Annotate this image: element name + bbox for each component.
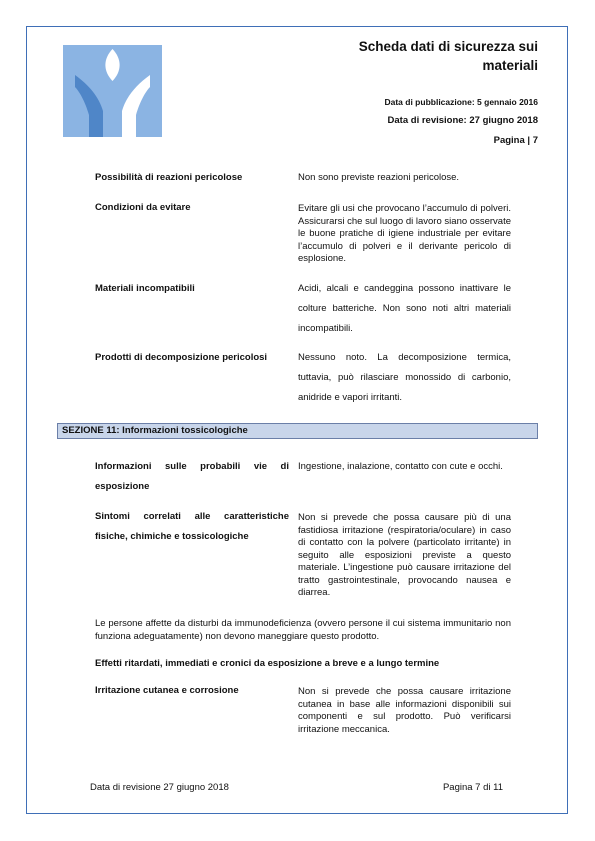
row-value: Non si prevede che possa causare irritazione cutanea in base alle informazioni disponibili sui componenti e sul prodotto. Può verificarsi irritazione meccanica.: [298, 686, 511, 735]
row-label: Sintomi correlati alle caratteristiche fisiche, chimiche e tossicologiche: [95, 511, 289, 542]
row-value: Non sono previste reazioni pericolose.: [298, 172, 460, 183]
section-11-header: SEZIONE 11: Informazioni tossicologiche: [57, 423, 538, 439]
row-value: Evitare gli usi che provocano l’accumulo di polveri. Assicurarsi che sul luogo di lavoro siano osservate le buone pratiche di igiene industriale per evitare l’accumulo di polveri e il derivante pericolo di esplosione.: [298, 203, 511, 264]
document-title-line1: Scheda dati di sicurezza sui: [358, 39, 538, 54]
immunodeficiency-note: Le persone affette da disturbi da immunodeficienza (ovvero persone il cui sistema immunitario non funziona adeguatamente) non devono maneggiare questo prodotto.: [95, 618, 511, 642]
document-title: [298, 37, 538, 75]
row-label: Possibilità di reazioni pericolose: [95, 172, 243, 183]
document-title-line2: materiali: [482, 58, 538, 73]
publication-date: Data di pubblicazione: 5 gennaio 2016: [384, 97, 538, 107]
row-label: Informazioni sulle probabili vie di esposizione: [95, 461, 289, 492]
row-label: Irritazione cutanea e corrosione: [95, 685, 239, 696]
row-label: Materiali incompatibili: [95, 283, 195, 294]
row-label: Condizioni da evitare: [95, 202, 191, 213]
company-logo-icon: [63, 45, 162, 137]
row-value: Non si prevede che possa causare più di una fastidiosa irritazione (respiratoria/oculare) in caso di contatto con la polvere (particolato irritante) in seguito alle esposizioni previste a questo materiale. L’ingestione può causare irritazione del tratto gastrointestinale, provocando nausea e diarrea.: [298, 512, 511, 598]
row-value: Ingestione, inalazione, contatto con cute e occhi.: [298, 461, 503, 472]
row-value: Acidi, alcali e candeggina possono inattivare le colture batteriche. Non sono noti altri materiali incompatibili.: [298, 283, 511, 334]
footer-revision-date: Data di revisione 27 giugno 2018: [90, 782, 229, 793]
effects-subheading: Effetti ritardati, immediati e cronici da esposizione a breve e a lungo termine: [95, 658, 440, 669]
row-label: Prodotti di decomposizione pericolosi: [95, 352, 268, 363]
revision-date: Data di revisione: 27 giugno 2018: [387, 115, 538, 126]
page-number: Pagina | 7: [493, 135, 538, 146]
row-value: Nessuno noto. La decomposizione termica, tuttavia, può rilasciare monossido di carbonio, anidride e vapori irritanti.: [298, 352, 511, 403]
footer-page-count: Pagina 7 di 11: [442, 782, 503, 793]
